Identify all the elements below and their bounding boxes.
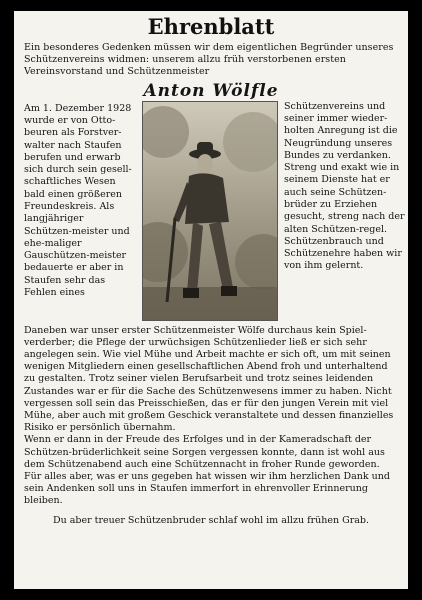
body-paragraph-2: Wenn er dann in der Freude des Erfolges und in der Kameradschaft der Schützen-brüderlichkeit seine Sorgen vergessen konnte, dann ist wohl aus dem Schützenabend auch eine Schützennacht in froher Runde geworden. [24,434,385,470]
honoree-name: Anton Wölfle [143,80,279,101]
body-paragraph-1: Daneben war unser erster Schützenmeister Wölfe durchaus kein Spiel-verderber; die Pflege der urwüchsigen Schützenlieder ließ er sich sehr angelegen sein. Wie viel Mühe und Arbeit machte er sich oft, um mit seinen wenigen Mitgliedern einen gesellschaftlichen Abend froh und unterhaltend zu gestalten. Trotz seiner vielen Berufsarbeit und trotz seines leidenden Zustandes war er für die Sache des Schützenwesens immer zu haben. Nicht vergessen soll sein das Preisschießen, das er für den jungen Verein mit viel Mühe, aber auch mit großem Geschick veranstaltete und dessen finanzielles Risiko er persönlich übernahm. [24,324,394,434]
portrait-photo [142,101,278,321]
page-title: Ehrenblatt [147,14,275,39]
right-column-text: Schützenvereins und seiner immer wieder-holten Anregung ist die Neugründung unseres Bundes zu verdanken. Streng und exakt wie in seinem Dienste hat er auch seine Schützen-brüder zu Erziehen gesucht, streng nach der alten Schützen-regel. Schützenbrauch und Schützenehre haben wir von ihm gelernt. [284,100,405,272]
intro-paragraph: Ein besonderes Gedenken müssen wir dem eigentlichen Begründer unseres Schützenvereins widmen: unserem allzu früh verstorbenen ersten Vereinsvorstand und Schützenmeister [24,42,394,78]
closing-line: Du aber treuer Schützenbruder schlaf wohl im allzu frühen Grab. [52,514,370,526]
body-paragraph-3: Für alles aber, was er uns gegeben hat wissen wir ihm herzlichen Dank und sein Andenken soll uns in Staufen immerfort in ehrenvoller Erinnerung bleiben. [24,471,390,507]
left-column-text: Am 1. Dezember 1928 wurde er von Otto-beuren als Forstver-walter nach Staufen berufen und erwarb sich durch sein gesell-schaftliches Wesen bald einen größeren Freundeskreis. Als langjähriger Schützen-meister und ehe-maliger Gauschützen-meister bedauerte er aber in Staufen sehr das Fehlen eines [24,102,132,299]
portrait-section [24,100,405,325]
honor-sheet [14,11,408,589]
